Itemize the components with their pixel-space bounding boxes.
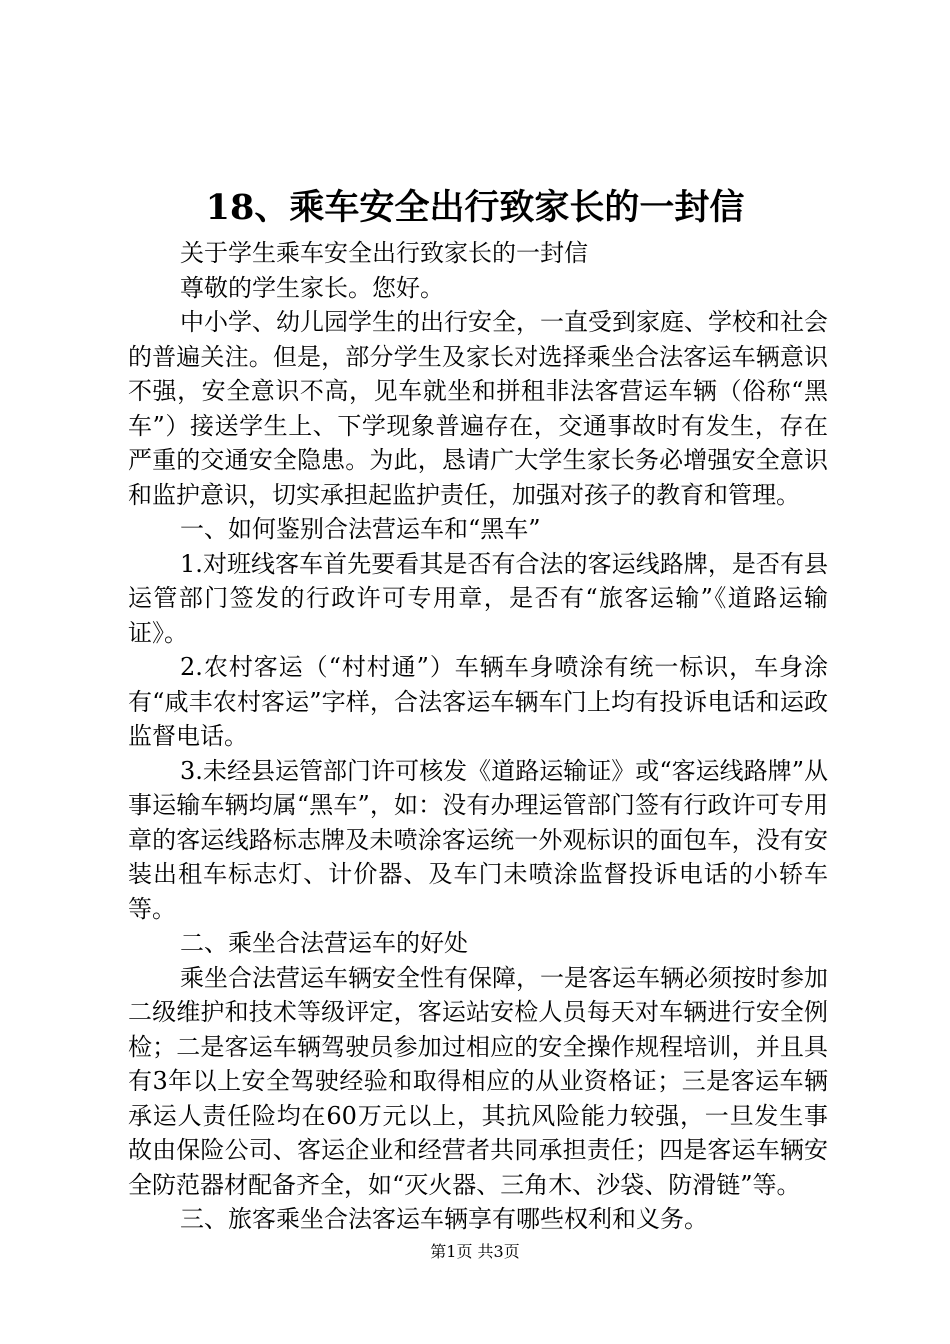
document-body: [128, 236, 828, 1237]
section-heading-2: 二、乘坐合法营运车的好处: [180, 929, 468, 957]
paragraph-item-2: 2.农村客运（“村村通”）车辆车身喷涂有统一标识，车身涂有“咸丰农村客运”字样，合法客运车辆车门上均有投诉电话和运政监督电话。: [128, 653, 828, 750]
paragraph-item-3: 3.未经县运管部门许可核发《道路运输证》或“客运线路牌”从事运输车辆均属“黑车”，如：没有办理运管部门签有行政许可专用章的客运线路标志牌及未喷涂客运统一外观标识的面包车，没有安装出租车标志灯、计价器、及车门未喷涂监督投诉电话的小轿车等。: [128, 756, 828, 923]
page-footer: 第1页 共3页: [430, 1242, 520, 1261]
section-heading-3: 三、旅客乘坐合法客运车辆享有哪些权利和义务。: [180, 1205, 708, 1233]
paragraph-benefits: 乘坐合法营运车辆安全性有保障，一是客运车辆必须按时参加二级维护和技术等级评定，客运站安检人员每天对车辆进行安全例检；二是客运车辆驾驶员参加过相应的安全操作规程培训，并且具有3年以上安全驾驶经验和取得相应的从业资格证；三是客运车辆承运人责任险均在60万元以上，其抗风险能力较强，一旦发生事故由保险公司、客运企业和经营者共同承担责任；四是客运车辆安全防范器材配备齐全，如“灭火器、三角木、沙袋、防滑链”等。: [128, 963, 828, 1199]
paragraph-salutation: 尊敬的学生家长。您好。: [180, 273, 444, 302]
document-title: 18、乘车安全出行致家长的一封信: [205, 187, 745, 228]
paragraph-item-1: 1.对班线客车首先要看其是否有合法的客运线路牌，是否有县运管部门签发的行政许可专用章，是否有“旅客运输”《道路运输证》。: [128, 549, 828, 647]
paragraph-letter-heading: 关于学生乘车安全出行致家长的一封信: [180, 239, 588, 267]
section-heading-1: 一、如何鉴别合法营运车和“黑车”: [180, 515, 541, 543]
paragraph-intro: 中小学、幼儿园学生的出行安全，一直受到家庭、学校和社会的普遍关注。但是，部分学生及家长对选择乘坐合法客运车辆意识不强，安全意识不高，见车就坐和拼租非法客营运车辆（俗称“黑车”）接送学生上、下学现象普遍存在，交通事故时有发生，存在严重的交通安全隐患。为此，恳请广大学生家长务必增强安全意识和监护意识，切实承担起监护责任，加强对孩子的教育和管理。: [128, 308, 828, 509]
